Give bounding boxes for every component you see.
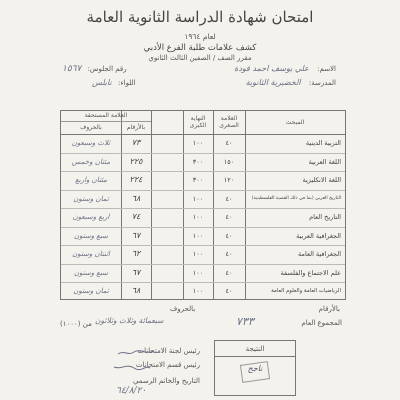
committee-head-label: رئيس لجنة الامتحانات bbox=[137, 347, 200, 355]
document-subtitle: كشف علامات طلبة الفرع الأدبي bbox=[143, 43, 257, 53]
row-words: سبع وستون bbox=[73, 231, 109, 240]
grand-total-out-of: من (١٠٠٠) bbox=[60, 320, 92, 328]
row-max: ١٠٠ bbox=[192, 231, 204, 240]
table-row bbox=[61, 264, 345, 284]
row-words: ثمان وستون bbox=[73, 287, 109, 295]
result-label: النتيجة bbox=[245, 345, 265, 353]
header-obtained: العلامة المستحقة bbox=[84, 112, 128, 119]
row-digits: ٦٨ bbox=[131, 193, 141, 203]
table-row bbox=[61, 227, 345, 247]
grand-total-row bbox=[301, 319, 342, 327]
row-words: مئتان واربع bbox=[75, 176, 107, 184]
document-title: امتحان شهادة الدراسة الثانوية العامة bbox=[86, 8, 314, 26]
row-subject: التاريخ العربي (بما في ذلك القضية الفلسطينية) bbox=[251, 195, 341, 201]
result-rule bbox=[215, 356, 295, 357]
row-subject: اللغة الانكليزية bbox=[302, 176, 341, 184]
table-row bbox=[61, 245, 345, 265]
row-subject: الجغرافية العامة bbox=[298, 250, 341, 258]
digits-caption: بالأرقام bbox=[318, 305, 340, 313]
table-row bbox=[61, 208, 345, 228]
row-max: ٣٠٠ bbox=[192, 176, 204, 184]
header-digits: بالأرقام bbox=[126, 124, 146, 131]
row-min: ٤٠ bbox=[225, 139, 233, 147]
exam-year: لعام ١٩٦٤ bbox=[184, 32, 216, 41]
row-min: ٤٠ bbox=[225, 268, 233, 277]
seat-number-row bbox=[62, 64, 127, 74]
row-subject: اللغة العربية bbox=[308, 157, 341, 166]
row-words: ثمان وستون bbox=[73, 194, 109, 203]
city-row bbox=[92, 78, 136, 87]
row-digits: ٧٤ bbox=[131, 212, 141, 221]
row-min: ٤٠ bbox=[225, 250, 233, 258]
table-row bbox=[61, 134, 345, 154]
row-words: اثنتان وستون bbox=[72, 250, 110, 258]
row-subject: الجغرافية العربية bbox=[296, 231, 341, 240]
header-max: النهاية الكبرى bbox=[189, 115, 207, 129]
city-value: نابلس bbox=[92, 78, 112, 87]
row-digits: ٦٧ bbox=[131, 267, 141, 277]
table-row bbox=[61, 153, 345, 173]
row-min: ١٢٠ bbox=[223, 176, 235, 184]
words-caption: بالحروف bbox=[170, 305, 196, 313]
row-max: ١٠٠ bbox=[192, 194, 204, 203]
row-digits: ٢٢٤ bbox=[129, 175, 143, 184]
row-min: ٤٠ bbox=[225, 194, 233, 203]
department-head-signature bbox=[112, 362, 152, 372]
row-subject: الرياضيات العامة والعلوم العامة bbox=[271, 288, 341, 294]
row-max: ١٠٠ bbox=[192, 250, 204, 258]
row-digits: ٦٢ bbox=[131, 249, 141, 258]
header-rule bbox=[61, 121, 151, 122]
seat-label: رقم الجلوس: bbox=[87, 65, 127, 73]
school-row bbox=[246, 78, 336, 87]
school-label: المدرسة: bbox=[308, 79, 336, 87]
table-row bbox=[61, 190, 345, 210]
course-text: مقرر الصف / الصفين الثالث الثانوي bbox=[148, 54, 252, 62]
header-min: العلامة الصغرى bbox=[219, 115, 239, 129]
table-row bbox=[61, 282, 345, 301]
row-words: اربع وسبعون bbox=[72, 213, 110, 221]
header-words: بالحروف bbox=[80, 124, 102, 131]
result-value: ناجح bbox=[247, 364, 263, 373]
row-words: ثلاث وسبعون bbox=[71, 139, 111, 147]
row-min: ٤٠ bbox=[225, 287, 233, 295]
header-subject: المبحث bbox=[285, 119, 305, 126]
department-head-label: رئيس قسم الامتحانات bbox=[135, 361, 200, 369]
row-max: ١٠٠ bbox=[192, 268, 204, 277]
row-subject: التربية الدينية bbox=[305, 139, 341, 147]
student-name-row bbox=[234, 64, 336, 73]
grand-total-digits: ٧٣٣ bbox=[236, 315, 254, 328]
date-value: ٦٤/٨/٢٠ bbox=[116, 386, 147, 396]
row-words: سبع وستون bbox=[73, 268, 109, 277]
table-body bbox=[61, 134, 345, 299]
name-value: علي يوسف احمد فودة bbox=[234, 64, 309, 73]
course-line bbox=[0, 54, 400, 62]
row-max: ٣٠٠ bbox=[192, 157, 204, 166]
city-label: اللواء: bbox=[117, 79, 136, 87]
name-label: الاسم: bbox=[317, 65, 336, 73]
row-digits: ٢٢٥ bbox=[129, 156, 143, 166]
table-row bbox=[61, 171, 345, 191]
committee-head-signature bbox=[116, 348, 156, 358]
seat-value: ١٥٦٧ bbox=[62, 64, 82, 74]
grand-total-label: المجموع العام bbox=[301, 319, 342, 327]
date-label: التاريخ والخاتم الرسمي bbox=[132, 377, 200, 385]
row-min: ٤٠ bbox=[225, 231, 233, 240]
table-header bbox=[61, 111, 345, 135]
grand-total-words: سبعمائة وثلاث وثلاثون bbox=[95, 316, 164, 325]
result-box bbox=[214, 340, 296, 396]
grades-table bbox=[60, 110, 346, 300]
row-max: ١٠٠ bbox=[192, 213, 204, 221]
row-digits: ٦٨ bbox=[131, 286, 141, 295]
school-value: الخضيرية الثانوية bbox=[245, 78, 301, 87]
row-digits: ٦٧ bbox=[131, 230, 141, 240]
row-digits: ٧٣ bbox=[131, 138, 141, 147]
row-words: مئتان وخمس bbox=[71, 157, 111, 166]
row-max: ١٠٠ bbox=[192, 287, 204, 295]
row-subject: التاريخ العام bbox=[309, 213, 341, 221]
row-min: ٤٠ bbox=[225, 213, 233, 221]
row-subject: علم الاجتماع والفلسفة bbox=[280, 268, 341, 277]
row-min: ١٥٠ bbox=[223, 157, 235, 166]
row-max: ١٠٠ bbox=[192, 139, 204, 147]
